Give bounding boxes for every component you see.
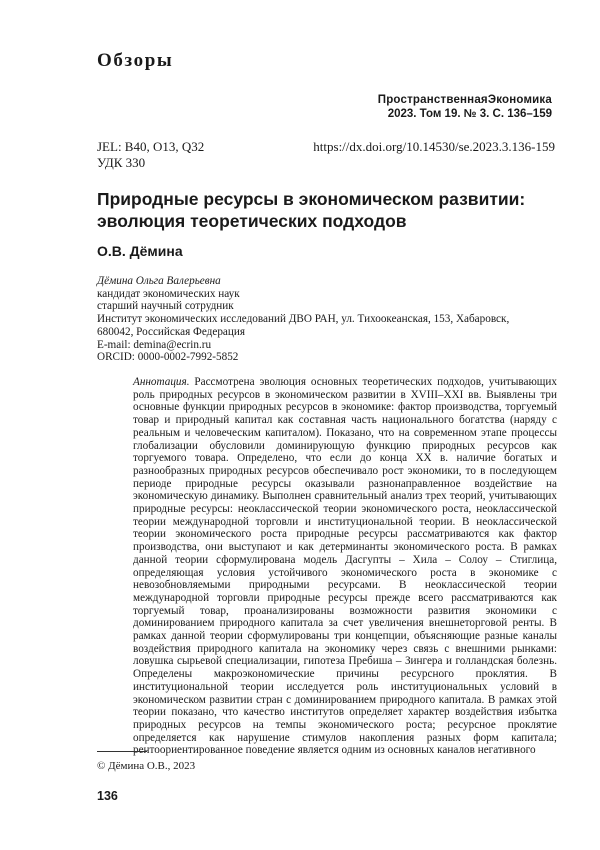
footnote-rule bbox=[97, 751, 147, 752]
journal-header bbox=[378, 94, 552, 120]
article-author: О.В. Дёмина bbox=[97, 243, 183, 259]
journal-name: ПространственнаяЭкономика bbox=[377, 94, 552, 106]
article-title: Природные ресурсы в экономическом развитии: эволюция теоретических подходов bbox=[97, 189, 526, 231]
abstract-body bbox=[97, 376, 557, 757]
author-full-name: Дёмина Ольга Валерьевна bbox=[97, 275, 221, 287]
abstract-text: Рассмотрена эволюция основных теоретических подходов, учитывающих роль природных ресурсов в экономическом развитии в XVIII–XXI вв. Выявлены три основные функции природных ресурсов в экономике: фактор производства, торгуемый товар и природный капитал как составная часть национального богатства (наряду с реальным и человеческим капиталом). Показано, что на современном этапе процессы глобализации обусловили доминирующую функцию природных ресурсов как торгуемого товара. Определено, что если до конца XX в. наличие богатых и разнообразных природных ресурсов обеспечивало рост экономики, то в последующем периоде природные ресурсы оказывали разнонаправленное воздействие на экономическую динамику. Выполнен сравнительный анализ трех теорий, учитывающих природные ресурсы: неоклассической теории экономического роста, неоклассической теории международной торговли и институциональной теории. В неоклассической теории экономического роста природные ресурсы рассматриваются как фактор производства, они выступают и как детерминанты экономического роста. В рамках данной теории сформулирована модель Дасгупты – Хила – Солоу – Стиглица, определяющая условия устойчивого экономического роста в экономике с невозобновляемыми природными ресурсами. В неоклассической теории международной торговли природные ресурсы прежде всего рассматриваются как торгуемый товар, проанализированы возможности развития экономики с доминированием природного капитала за счет увеличения внешнеторговой ренты. В рамках данной теории сформулированы три концепции, объясняющие разные каналы воздействия природного капитала на экономику через связь с внешними рынками: ловушка сырьевой специализации, гипотеза Пребиша – Зингера и голландская болезнь. Определены макроэкономические причины ресурсного проклятия. В институциональной теории исследуется роль институциональных условий в экономическом развитии стран с доминированием природного капитала. В рамках этой теории показано, что качество институтов определяет характер воздействия избытка природных ресурсов на темпы экономического роста; ресурсное проклятие определяется как нарушение стимулов накопления разных форм капитала; рентоориентированное поведение является одним из основных каналов негативного bbox=[133, 376, 557, 757]
journal-issue: 2023. Том 19. № 3. С. 136–159 bbox=[387, 108, 552, 120]
affiliation-line: Институт экономических исследований ДВО РАН, ул. Тихоокеанская, 153, Хабаровск, bbox=[97, 313, 510, 326]
author-email: E-mail: demina@ecrin.ru bbox=[97, 338, 212, 351]
classification-codes bbox=[97, 139, 204, 171]
affiliation-line: 680042, Российская Федерация bbox=[97, 325, 246, 338]
copyright-notice: © Дёмина О.В., 2023 bbox=[97, 760, 196, 772]
abstract bbox=[97, 376, 557, 757]
author-affiliation bbox=[97, 275, 557, 364]
doi-link[interactable]: https://dx.doi.org/10.14530/se.2023.3.136-159 bbox=[313, 139, 555, 154]
affiliation-line: старший научный сотрудник bbox=[97, 300, 234, 313]
page-number: 136 bbox=[97, 789, 118, 803]
abstract-label: Аннотация. bbox=[133, 376, 190, 388]
udk-code: УДК 330 bbox=[97, 155, 146, 170]
section-heading: Обзоры bbox=[97, 50, 174, 71]
affiliation-line: кандидат экономических наук bbox=[97, 287, 240, 300]
author-orcid: ORCID: 0000-0002-7992-5852 bbox=[97, 351, 239, 364]
jel-codes: JEL: B40, O13, Q32 bbox=[97, 139, 205, 154]
